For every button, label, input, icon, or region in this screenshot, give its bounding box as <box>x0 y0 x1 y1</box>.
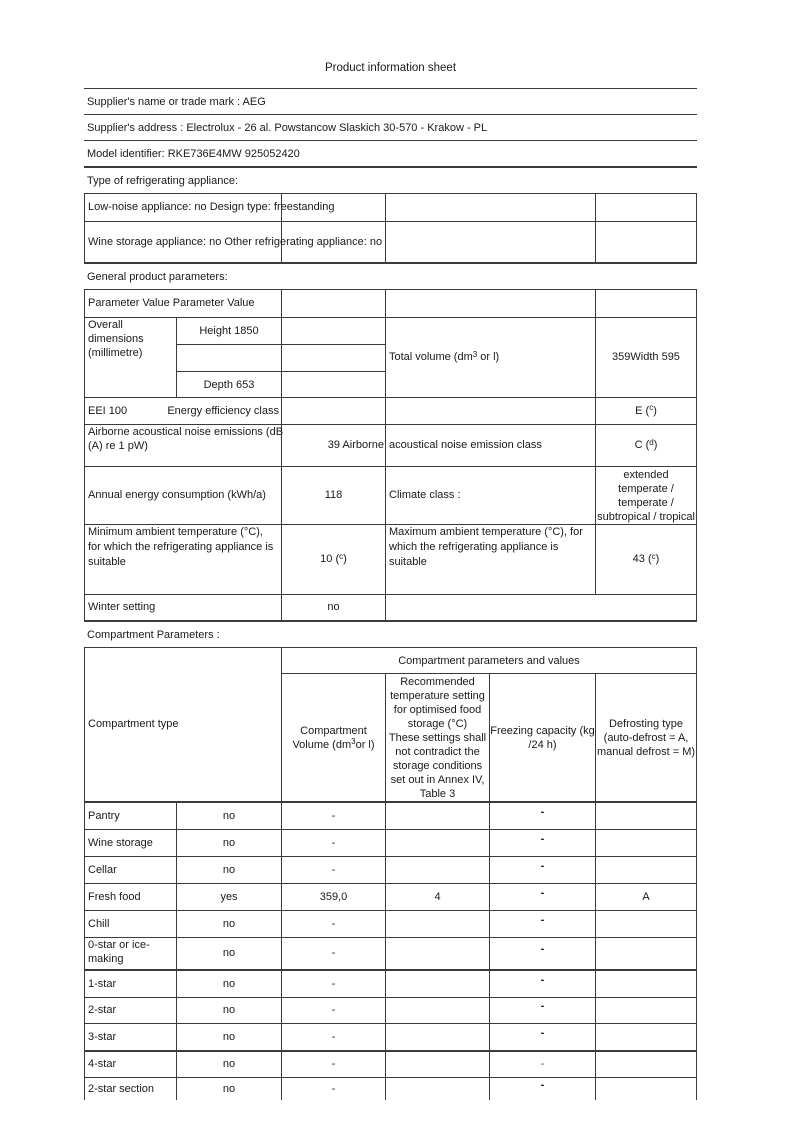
compartment-type-cell: 4-star <box>85 1052 177 1077</box>
noise-value-cell <box>282 425 386 466</box>
winter-value-cell <box>282 595 386 620</box>
freezing-cell: - <box>490 830 596 856</box>
table-row <box>85 194 696 222</box>
volume-cell: - <box>282 857 386 883</box>
defrosting-type-header-cell: Defrosting type (auto-defrost = A, manual defrost = M) <box>596 717 696 758</box>
volume-cell: - <box>282 1078 386 1100</box>
compartment-table-header <box>85 648 696 803</box>
supplier-name-text: Supplier's name or trade mark : AEG <box>87 96 266 108</box>
present-cell: no <box>177 1078 282 1100</box>
type-table <box>84 193 697 264</box>
temp-cell <box>386 1024 490 1050</box>
defrost-cell <box>596 911 696 937</box>
compartment-section-label: Compartment Parameters : <box>87 629 220 641</box>
volume-width-value: 359Width 595 <box>612 351 680 363</box>
volume-cell: - <box>282 803 386 829</box>
depth-cell <box>177 372 281 397</box>
energy-row <box>85 467 696 525</box>
parameter-header-text: Parameter Value Parameter Value <box>88 297 255 309</box>
min-ambient-value-cell <box>282 525 386 594</box>
freezing-cell: - <box>490 938 596 969</box>
defrost-cell <box>596 998 696 1023</box>
compartment-type-header-cell <box>85 648 282 801</box>
compartment-type-header: Compartment type <box>88 718 179 730</box>
temp-cell <box>386 830 490 856</box>
freezing-cell: - <box>490 971 596 997</box>
eei-value: EEI 100 <box>88 404 128 417</box>
volume-width-value-cell <box>596 318 696 397</box>
temp-setting-header-cell: Recommended temperature setting for optimised food storage (°C) These settings shall not contradict the storage conditions set out in Annex IV, Table 3 <box>386 674 490 801</box>
volume-cell: - <box>282 1024 386 1050</box>
params-values-header: Compartment parameters and values <box>398 654 580 667</box>
noise-class-label-cell <box>386 425 596 466</box>
noise-value: 39 Airborne <box>327 439 384 451</box>
noise-label-cell: Airborne acoustical noise emissions (dB (A) re 1 pW) <box>85 425 282 466</box>
winter-label-cell <box>85 595 282 620</box>
compartment-type-cell: 0-star or ice- making <box>85 938 177 969</box>
dimensions-label-cell: Overall dimensions (millimetre) <box>85 318 177 397</box>
present-cell: no <box>177 971 282 997</box>
empty-cell <box>596 222 696 262</box>
compartment-type-cell: Fresh food <box>85 884 177 910</box>
volume-cell: 359,0 <box>282 884 386 910</box>
temp-cell <box>386 803 490 829</box>
present-cell: no <box>177 1024 282 1050</box>
min-ambient-value: 10 ($^c$) <box>320 551 347 565</box>
height-cell <box>177 318 281 345</box>
temp-cell <box>386 1052 490 1077</box>
noise-class-label: acoustical noise emission class <box>389 439 542 451</box>
freezing-cell: - <box>490 803 596 829</box>
present-cell: no <box>177 998 282 1023</box>
table-row <box>85 222 696 262</box>
temp-cell <box>386 998 490 1023</box>
empty-cell <box>386 290 596 317</box>
empty-cell <box>386 222 596 262</box>
dimensions-row <box>85 318 696 398</box>
empty-cell <box>177 345 281 372</box>
table-row-two-star-section <box>85 1078 696 1100</box>
volume-cell: - <box>282 971 386 997</box>
defrost-cell <box>596 1024 696 1050</box>
low-noise-design-cell <box>85 194 335 221</box>
low-noise-design-text: Low-noise appliance: no Design type: freestanding <box>88 201 335 213</box>
empty-cell <box>282 398 386 424</box>
defrost-cell <box>596 857 696 883</box>
freezing-cell: - <box>490 884 596 910</box>
height-value: Height 1850 <box>199 325 259 337</box>
volume-cell: - <box>282 938 386 969</box>
compartment-type-cell: Wine storage <box>85 830 177 856</box>
defrost-cell <box>596 971 696 997</box>
volume-cell: - <box>282 830 386 856</box>
compartment-type-cell: Cellar <box>85 857 177 883</box>
volume-cell: - <box>282 1052 386 1077</box>
general-parameters-table <box>84 289 697 622</box>
max-ambient-value-cell <box>596 525 696 594</box>
eei-row <box>85 398 696 425</box>
present-cell: no <box>177 803 282 829</box>
defrost-cell: A <box>642 890 650 903</box>
eei-class-value: E ($^c$) <box>635 403 657 417</box>
depth-value: Depth 653 <box>203 378 255 391</box>
compartment-type-cell: 3-star <box>85 1024 177 1050</box>
freezing-cell: - <box>490 1078 596 1100</box>
supplier-address-row <box>84 114 697 140</box>
max-ambient-label-cell: Maximum ambient temperature (°C), for which the refrigerating appliance is suitable <box>386 525 596 594</box>
total-volume-label-cell <box>386 318 596 397</box>
empty-cell <box>386 595 696 620</box>
type-section-label: Type of refrigerating appliance: <box>87 175 239 187</box>
compartment-type-cell: Pantry <box>85 803 177 829</box>
temp-cell <box>386 1078 490 1100</box>
freezing-cell: - <box>490 1052 596 1077</box>
winter-setting-row <box>85 595 696 620</box>
defrost-cell <box>596 1052 696 1077</box>
temp-cell <box>386 911 490 937</box>
table-row-wine-storage <box>85 830 696 857</box>
freezing-cell: - <box>490 857 596 883</box>
noise-class-value-cell <box>596 425 696 466</box>
table-row-three-star <box>85 1024 696 1052</box>
winter-value: no <box>327 601 340 613</box>
compartment-type-cell: 2-star <box>85 998 177 1023</box>
present-cell: no <box>177 911 282 937</box>
table-row-one-star <box>85 971 696 998</box>
defrost-cell <box>596 1078 696 1100</box>
model-identifier-row <box>84 140 697 166</box>
energy-value-cell <box>282 467 386 524</box>
ambient-temp-row <box>85 525 696 595</box>
empty-cell <box>596 290 696 317</box>
empty-cell <box>386 194 596 221</box>
eei-cell <box>85 398 282 424</box>
noise-class-value: C ($^d$) <box>634 437 658 451</box>
volume-cell: - <box>282 911 386 937</box>
empty-cell <box>386 398 596 424</box>
energy-value: 118 <box>324 489 343 501</box>
noise-row <box>85 425 696 467</box>
compartment-type-cell: Chill <box>85 911 177 937</box>
empty-cell <box>282 318 385 345</box>
empty-cell <box>596 194 696 221</box>
temp-cell <box>386 857 490 883</box>
table-row-chill <box>85 911 696 938</box>
wine-storage-other-text: Wine storage appliance: no Other refrigerating appliance: no <box>88 235 383 248</box>
energy-label-cell <box>85 467 282 524</box>
general-section-label: General product parameters: <box>87 271 228 283</box>
table-row-cellar <box>85 857 696 884</box>
present-cell: no <box>177 938 282 969</box>
present-cell: no <box>177 1052 282 1077</box>
supplier-address-text: Supplier's address : Electrolux - 26 al. Powstancow Slaskich 30-570 - Krakow - PL <box>87 122 488 134</box>
volume-header-unit: Volume ($dm^3or$ l) <box>292 737 375 751</box>
empty-cell <box>282 372 385 397</box>
volume-header-cell: Compartment Volume ($dm^3or$ l) <box>282 674 386 801</box>
table-row-zero-star <box>85 938 696 971</box>
compartment-type-cell: 2-star section <box>85 1078 177 1100</box>
eei-class-label: Energy efficiency class <box>167 404 279 417</box>
wine-storage-other-cell <box>85 222 383 262</box>
temp-cell: 4 <box>386 884 490 910</box>
empty-cell <box>282 290 386 317</box>
present-cell: no <box>177 830 282 856</box>
freezing-cell: - <box>490 998 596 1023</box>
total-volume-label: Total volume ($dm^3$ or l) <box>389 349 500 363</box>
defrost-cell <box>596 938 696 969</box>
params-subheaders <box>282 674 696 801</box>
table-row-four-star <box>85 1052 696 1078</box>
parameter-header-cell <box>85 290 282 317</box>
page-title: Product information sheet <box>324 62 457 74</box>
temp-cell <box>386 938 490 969</box>
model-identifier-text: Model identifier: RKE736E4MW 925052420 <box>87 148 300 160</box>
freezing-cell: - <box>490 1024 596 1050</box>
sheet-content <box>84 0 697 1100</box>
climate-label: Climate class : <box>389 489 461 501</box>
compartment-params-header-group <box>282 648 696 801</box>
empty-stack <box>282 318 386 397</box>
defrost-cell <box>596 830 696 856</box>
compartment-table <box>84 647 697 1100</box>
compartment-type-cell: 1-star <box>85 971 177 997</box>
empty-cell <box>282 345 385 372</box>
volume-cell: - <box>282 998 386 1023</box>
table-row <box>85 290 696 318</box>
defrost-cell <box>596 803 696 829</box>
table-row-two-star <box>85 998 696 1024</box>
winter-label: Winter setting <box>88 601 156 613</box>
present-cell: no <box>177 857 282 883</box>
max-ambient-value: 43 ($^c$) <box>632 551 660 565</box>
climate-value-cell: extended temperate / temperate / subtropical / tropical <box>597 468 695 523</box>
freezing-cell: - <box>490 911 596 937</box>
params-values-header-cell <box>282 648 696 674</box>
empty-cell <box>282 194 386 221</box>
climate-label-cell <box>386 467 596 524</box>
table-row-pantry <box>85 803 696 830</box>
empty-cell <box>282 222 386 262</box>
present-cell: yes <box>177 884 282 910</box>
freezing-capacity-header-cell: Freezing capacity (kg /24 h) <box>490 674 596 801</box>
supplier-name-row <box>84 88 697 114</box>
eei-class-value-cell <box>596 398 696 424</box>
table-row-fresh-food <box>85 884 696 911</box>
dimension-values-stack <box>177 318 282 397</box>
min-ambient-label-cell: Minimum ambient temperature (°C), for which the refrigerating appliance is suitable <box>85 525 282 594</box>
type-section-header <box>84 166 697 193</box>
energy-label: Annual energy consumption (kWh/a) <box>88 489 266 501</box>
temp-cell <box>386 971 490 997</box>
